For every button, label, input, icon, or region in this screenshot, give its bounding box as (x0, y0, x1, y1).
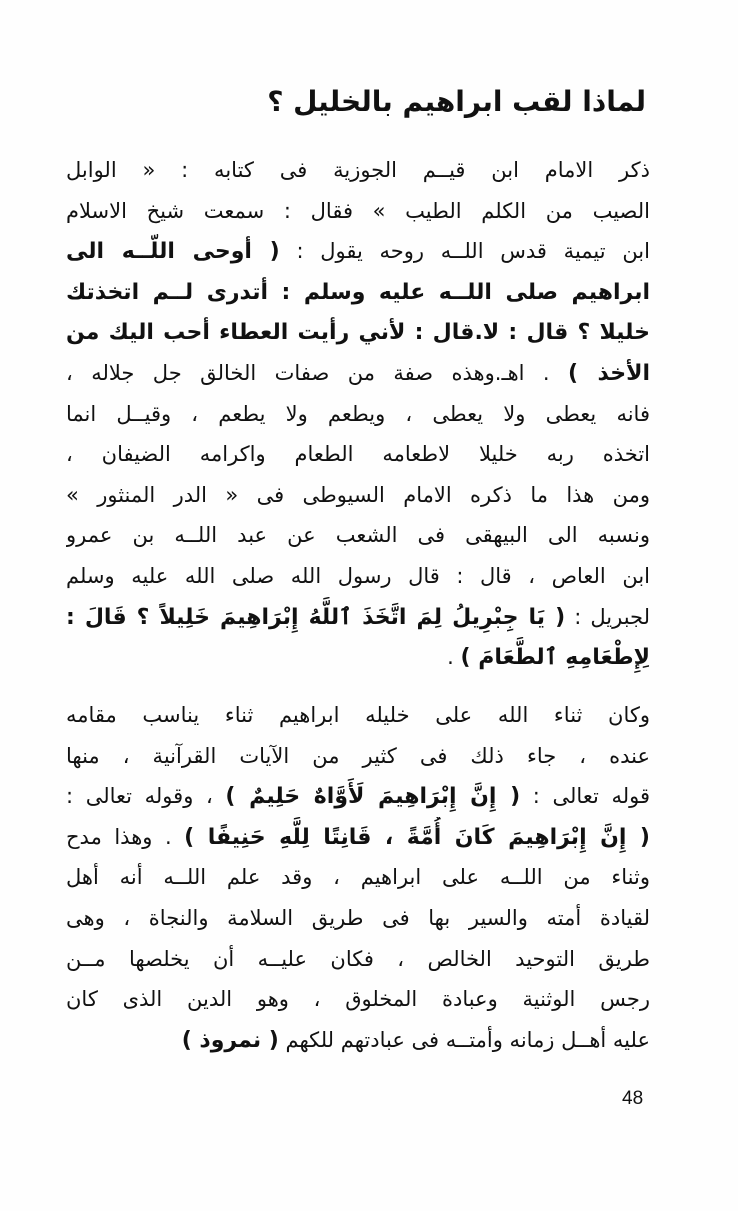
body-text: ، وقوله تعالى : (66, 784, 226, 809)
body-text: اتخذه ربه خليلا لاطعامه الطعام واكرامه الضيفان ، (66, 442, 650, 467)
body-text: لجبريل : (565, 604, 650, 629)
text-line (66, 556, 650, 597)
quoted-text: ( أوحى اللّــه الى (66, 239, 280, 265)
text-line (66, 1020, 650, 1061)
text-line (66, 434, 650, 475)
body-text: عنده ، جاء ذلك فى كثير من الآيات القرآنية ، منها (66, 743, 650, 768)
text-line (66, 695, 650, 736)
body-text: ونسبه الى البيهقى فى الشعب عن عبد اللــه بن عمرو (66, 523, 650, 548)
text-line (66, 736, 650, 777)
quoted-text: الأخذ ) (568, 360, 650, 386)
quoted-text: ( إِنَّ إِبْرَاهِيمَ لَأَوَّاهٌ حَلِيمٌ ) (225, 784, 521, 810)
section-heading: لماذا لقب ابراهيم بالخليل ؟ (267, 85, 646, 118)
body-text: . (447, 645, 461, 670)
body-text: وثناء من اللــه على ابراهيم ، وقد علم اللــه أنه أهل (66, 865, 650, 890)
text-line (66, 979, 650, 1020)
text-line (66, 475, 650, 516)
text-line (66, 515, 650, 556)
quoted-text: لِإِطْعَامِهِ ٱلطَّعَامَ ) (460, 645, 650, 671)
quoted-text: ( نمروذ ) (181, 1027, 279, 1053)
text-line (66, 817, 650, 858)
body-text: فانه يعطى ولا يعطى ، ويطعم ولا يطعم ، وقيــل انما (66, 401, 650, 426)
body-text: عليه أهــل زمانه وأمتــه فى عبادتهم للكهم (278, 1027, 650, 1052)
text-line (66, 776, 650, 817)
body-text: ابن تيمية قدس اللــه روحه يقول : (279, 239, 650, 264)
body-text: قوله تعالى : (520, 784, 650, 809)
page-number: 48 (622, 1088, 644, 1109)
quoted-text: ( إِنَّ إِبْرَاهِيمَ كَانَ أُمَّةً ، قَانِتًا لِلَّهِ حَنِيفًا ) (184, 824, 650, 850)
quoted-text: ( يَا جِبْرِيلُ لِمَ اتَّخَذَ ٱللَّهُ إِبْرَاهِيمَ خَلِيلاً ؟ قَالَ : (66, 604, 566, 630)
body-text: ومن هذا ما ذكره الامام السيوطى فى « الدر المنثور » (66, 482, 650, 507)
text-line (66, 312, 650, 353)
body-text: . اهـ.وهذه صفة من صفات الخالق جل جلاله ، (66, 360, 569, 385)
text-line (66, 272, 650, 313)
text-line (66, 394, 650, 435)
text-line (66, 353, 650, 394)
text-line (66, 231, 650, 272)
text-line (66, 150, 650, 191)
body-text: الصيب من الكلم الطيب » فقال : سمعت شيخ الاسلام (66, 198, 650, 223)
body-text: وكان ثناء الله على خليله ابراهيم ثناء يناسب مقامه (66, 703, 650, 727)
body-text: . وهذا مدح (66, 824, 185, 849)
text-line (66, 597, 650, 638)
body-text: لقيادة أمته والسير بها فى طريق السلامة والنجاة ، وهى (66, 905, 650, 930)
paragraph-1 (66, 150, 650, 678)
body-text: ذكر الامام ابن قيــم الجوزية فى كتابه : « الوابل (66, 158, 650, 182)
text-line (66, 898, 650, 939)
body-text: ابن العاص ، قال : قال رسول الله صلى الله عليه وسلم (66, 563, 650, 588)
quoted-text: ابراهيم صلى اللــه عليه وسلم : أتدرى لــم اتخذتك (66, 279, 650, 305)
body-text: طريق التوحيد الخالص ، فكان عليــه أن يخلصها مــن (66, 946, 650, 971)
body-text: رجس الوثنية وعبادة المخلوق ، وهو الدين الذى كان (66, 987, 650, 1012)
text-line (66, 857, 650, 898)
text-line (66, 939, 650, 980)
text-line (66, 637, 650, 678)
quoted-text: خليلا ؟ قال : لا.قال : لأني رأيت العطاء أحب اليك من (66, 320, 650, 346)
paragraph-2 (66, 695, 650, 1060)
text-line (66, 191, 650, 232)
